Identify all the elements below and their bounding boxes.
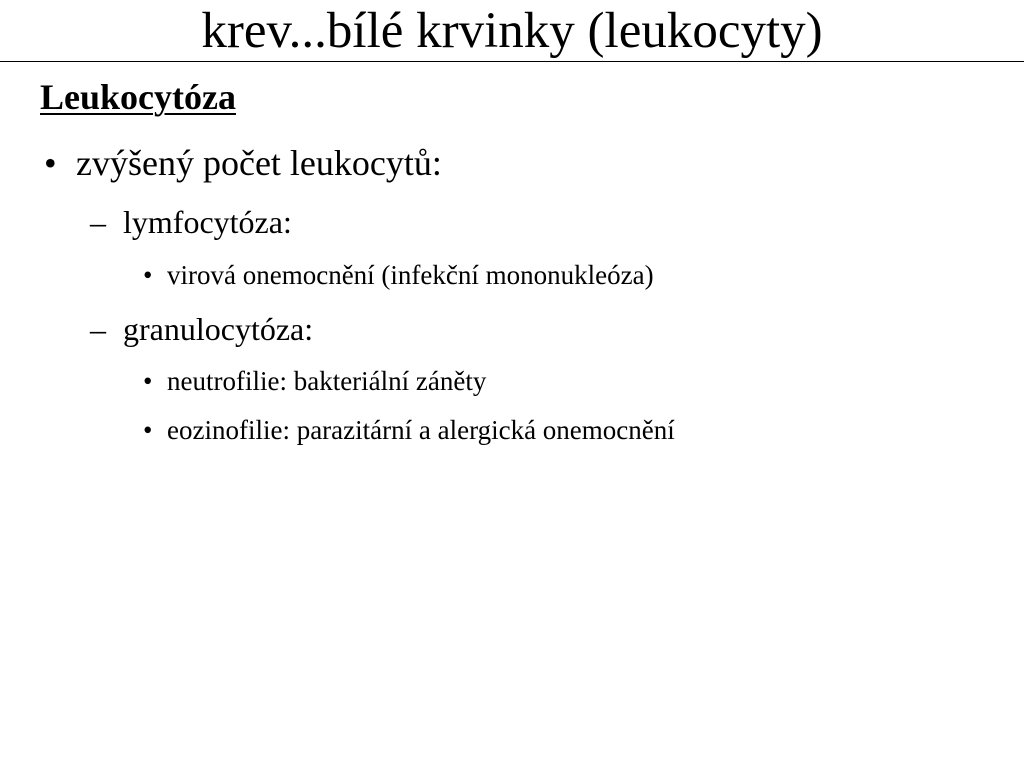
bullet-item-level3 (143, 413, 675, 447)
bullet-item-level1 (44, 140, 442, 186)
section-heading: Leukocytóza (40, 77, 236, 117)
title-divider (0, 61, 1024, 62)
bullet-text: lymfocytóza: (123, 204, 292, 240)
bullet-item-level2 (90, 202, 292, 242)
bullet-item-level3 (143, 364, 486, 398)
bullet-item-level2 (90, 309, 313, 349)
dash-marker: – (90, 204, 106, 240)
bullet-marker: • (143, 260, 153, 290)
slide-title: krev...bílé krvinky (leukocyty) (201, 3, 823, 59)
bullet-text: granulocytóza: (123, 311, 314, 347)
bullet-text: eozinofilie: parazitární a alergická onemocnění (167, 415, 675, 445)
bullet-marker: • (143, 415, 153, 445)
bullet-marker: • (143, 366, 153, 396)
bullet-text: neutrofilie: bakteriální záněty (167, 366, 487, 396)
bullet-text: zvýšený počet leukocytů: (76, 143, 442, 183)
bullet-item-level3 (143, 258, 654, 292)
bullet-marker: • (44, 143, 57, 183)
dash-marker: – (90, 311, 106, 347)
bullet-text: virová onemocnění (infekční mononukleóza) (167, 260, 654, 290)
